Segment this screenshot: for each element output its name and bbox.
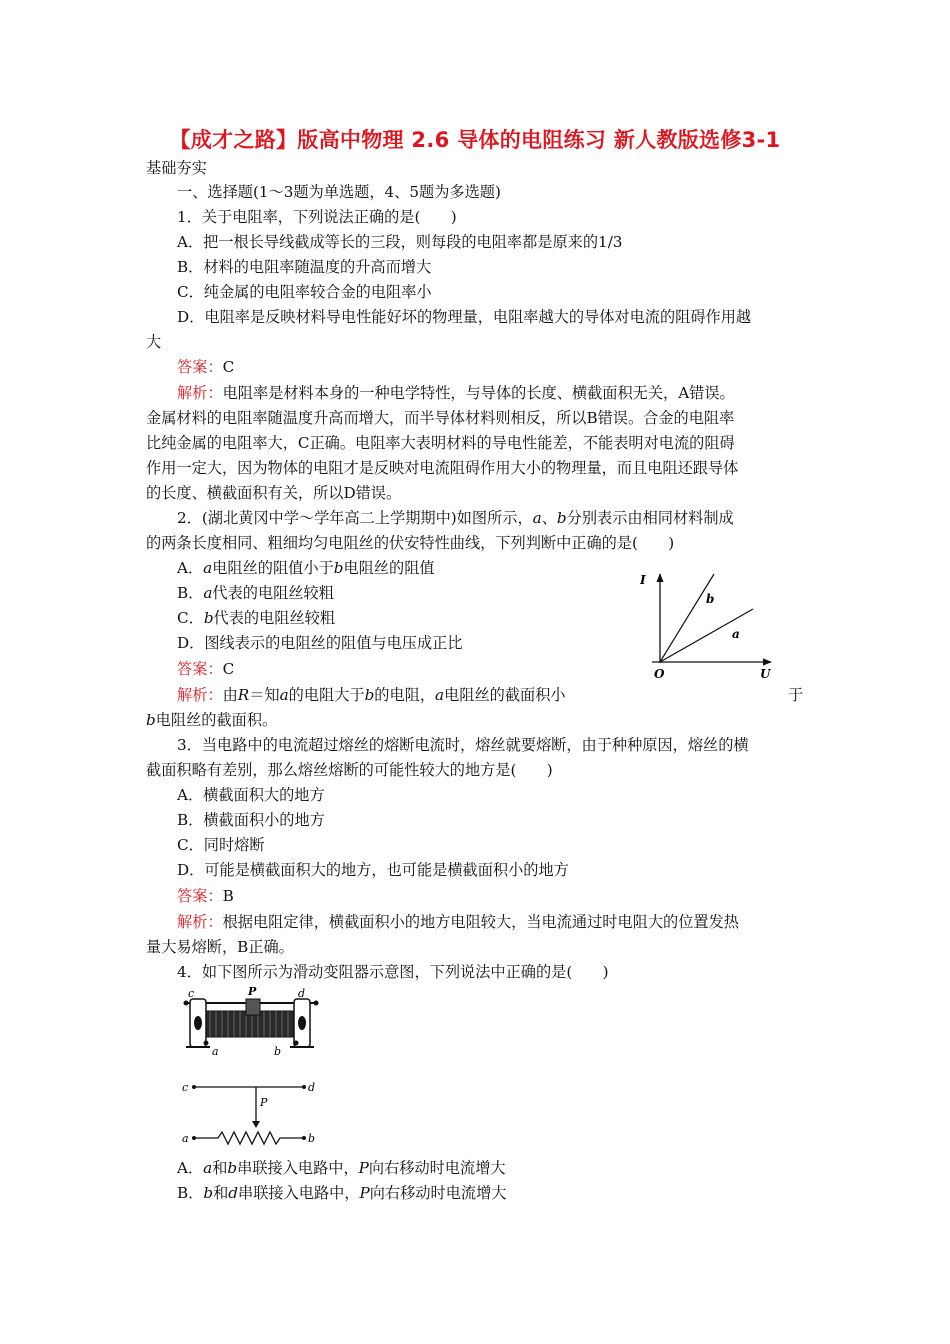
option-text: B． — [177, 584, 204, 602]
var-b: b — [203, 609, 214, 627]
iv-characteristic-graph — [640, 568, 780, 684]
var-p: P — [358, 1159, 369, 1177]
label-a: a — [182, 1132, 189, 1145]
resistor-zigzag — [194, 1132, 304, 1144]
var-a: a — [435, 686, 445, 704]
stem-text: 、 — [541, 509, 557, 527]
q1-option-b: B．材料的电阻率随温度的升高而增大 — [177, 258, 432, 276]
answer-value: B — [222, 887, 234, 905]
label-b: b — [274, 1045, 282, 1058]
answer-value: C — [222, 660, 235, 678]
q3-answer — [177, 886, 234, 906]
q1-explanation-line: 金属材料的电阻率随温度升高而增大，而半导体材料则相反，所以B错误。合金的电阻率 — [146, 409, 735, 427]
var-a: a — [203, 559, 213, 577]
var-b: b — [146, 711, 156, 729]
rheostat-illustration — [176, 985, 326, 1065]
option-text: B． — [177, 1184, 204, 1202]
option-text: A． — [177, 1159, 204, 1177]
q2-explanation-line — [146, 710, 277, 730]
explanation-label: 解析： — [177, 384, 223, 402]
explanation-text: ＝知 — [249, 686, 280, 704]
option-text: 代表的电阻丝较粗 — [213, 609, 336, 627]
answer-label: 答案： — [177, 660, 223, 678]
explanation-text: 根据电阻定律，横截面积小的地方电阻较大，当电流通过时电阻大的位置发热 — [222, 913, 739, 931]
option-text: A． — [177, 559, 204, 577]
q3-stem-cont: 截面积略有差别，那么熔丝熔断的可能性较大的地方是( ) — [146, 761, 553, 779]
section-heading: 基础夯实 — [146, 159, 207, 177]
var-p: P — [359, 1184, 370, 1202]
label-c: c — [188, 987, 195, 1000]
option-text: C． — [177, 609, 204, 627]
q1-stem: 1．关于电阻率，下列说法正确的是( ) — [177, 208, 457, 226]
left-end-hole — [194, 1016, 202, 1030]
label-b: b — [308, 1132, 316, 1145]
explanation-text: 的电阻大于 — [288, 686, 365, 704]
part-heading: 一、选择题(1～3题为单选题，4、5题为多选题) — [177, 183, 501, 201]
var-r: R — [237, 686, 250, 704]
answer-value: C — [222, 358, 235, 376]
axis-label-u: U — [760, 667, 771, 681]
var-a: a — [203, 1159, 213, 1177]
node-d — [302, 1085, 306, 1089]
q2-stem-cont: 的两条长度相同、粗细均匀电阻丝的伏安特性曲线，下列判断中正确的是( ) — [146, 534, 675, 552]
terminal-c — [184, 1001, 189, 1006]
q1-answer — [177, 357, 234, 377]
explanation-text: 由 — [222, 686, 238, 704]
q1-option-d: D．电阻率是反映材料导电性能好坏的物理量，电阻率越大的导体对电流的阻碍作用越 — [177, 308, 752, 326]
node-b — [302, 1136, 306, 1140]
node-c — [192, 1085, 196, 1089]
label-p: P — [248, 985, 257, 998]
axis-label-i: I — [640, 573, 646, 587]
var-b: b — [364, 686, 375, 704]
explanation-text: 电阻丝的截面积。 — [155, 711, 278, 729]
var-a: a — [532, 509, 542, 527]
var-b: b — [227, 1159, 238, 1177]
var-b: b — [556, 509, 567, 527]
q4-option-b — [177, 1183, 506, 1203]
explanation-text: 电阻率是材料本身的一种电学特性，与导体的长度、横截面积无关，A错误。 — [222, 384, 735, 402]
right-end-hole — [298, 1016, 306, 1030]
answer-label: 答案： — [177, 887, 223, 905]
page-title: 【成才之路】版高中物理 2.6 导体的电阻练习 新人教版选修3-1 — [169, 128, 781, 152]
q2-answer — [177, 659, 234, 679]
label-c: c — [182, 1081, 189, 1094]
option-text: 串联接入电路中， — [238, 1184, 360, 1202]
q2-option-c — [177, 608, 335, 628]
q1-option-c: C．纯金属的电阻率较合金的电阻率小 — [177, 283, 432, 301]
q2-option-d: D．图线表示的电阻丝的阻值与电压成正比 — [177, 634, 463, 652]
answer-label: 答案： — [177, 358, 223, 376]
q1-option-d-cont: 大 — [146, 333, 162, 351]
option-text: 向右移动时电流增大 — [369, 1184, 507, 1202]
q1-explanation-line: 作用一定大，因为物体的电阻才是反映对电流阻碍作用大小的物理量，而且电阻还跟导体 — [146, 459, 739, 477]
q3-explanation — [177, 912, 739, 932]
stem-text: 2．(湖北黄冈中学～学年高二上学期期中)如图所示， — [177, 509, 533, 527]
explanation-text: 电阻丝的截面积小 — [444, 686, 566, 704]
q2-option-a — [177, 558, 435, 578]
slider-block — [246, 999, 260, 1015]
option-text: 向右移动时电流增大 — [368, 1159, 506, 1177]
explanation-label: 解析： — [177, 913, 223, 931]
q3-stem: 3．当电路中的电流超过熔丝的熔断电流时，熔丝就要熔断，由于种种原因，熔丝的横 — [177, 736, 749, 754]
q1-option-a: A．把一根长导线截成等长的三段，则每段的电阻率都是原来的1/3 — [177, 233, 623, 251]
q3-option-c: C．同时熔断 — [177, 836, 265, 854]
explanation-label: 解析： — [177, 686, 223, 704]
label-a: a — [212, 1045, 219, 1058]
var-d: d — [228, 1184, 239, 1202]
q3-option-b: B．横截面积小的地方 — [177, 811, 325, 829]
stem-text: 分别表示由相同材料制成 — [566, 509, 734, 527]
q1-explanation-line: 比纯金属的电阻率大，C正确。电阻率大表明材料的导电性能差，不能表明对电流的阻碍 — [146, 434, 735, 452]
origin-label: O — [654, 667, 665, 681]
q3-option-a: A．横截面积大的地方 — [177, 786, 325, 804]
slider-arrow — [252, 1121, 260, 1128]
line-b — [660, 574, 714, 662]
line-label-b: b — [706, 592, 715, 606]
terminal-a — [204, 1041, 209, 1046]
option-text: 电阻丝的阻值小于 — [212, 559, 334, 577]
q4-stem: 4．如下图所示为滑动变阻器示意图，下列说法中正确的是( ) — [177, 963, 609, 981]
terminal-d — [314, 1001, 319, 1006]
node-a — [192, 1136, 196, 1140]
q2-option-b — [177, 583, 334, 603]
q1-explanation — [177, 383, 735, 403]
label-d: d — [308, 1081, 316, 1094]
var-a: a — [279, 686, 289, 704]
option-text: 代表的电阻丝较粗 — [212, 584, 334, 602]
q1-explanation-line: 的长度、横截面积有关，所以D错误。 — [146, 484, 402, 502]
explanation-text: 的电阻， — [374, 686, 436, 704]
line-label-a: a — [732, 627, 740, 641]
q3-explanation-line: 量大易熔断，B正确。 — [146, 938, 294, 956]
q2-explanation — [177, 685, 566, 705]
option-text: 和 — [212, 1159, 228, 1177]
terminal-b — [294, 1041, 299, 1046]
label-d: d — [298, 987, 306, 1000]
var-b: b — [333, 559, 344, 577]
label-p: P — [260, 1096, 268, 1109]
option-text: 电阻丝的阻值 — [343, 559, 435, 577]
q2-stem — [177, 508, 734, 528]
var-b: b — [203, 1184, 214, 1202]
q3-option-d: D．可能是横截面积大的地方，也可能是横截面积小的地方 — [177, 861, 569, 879]
option-text: 和 — [213, 1184, 229, 1202]
var-a: a — [203, 584, 213, 602]
option-text: 串联接入电路中， — [237, 1159, 359, 1177]
q4-option-a — [177, 1158, 506, 1178]
q2-explanation-tail: 于 — [788, 686, 804, 704]
rheostat-schematic — [176, 1070, 326, 1150]
